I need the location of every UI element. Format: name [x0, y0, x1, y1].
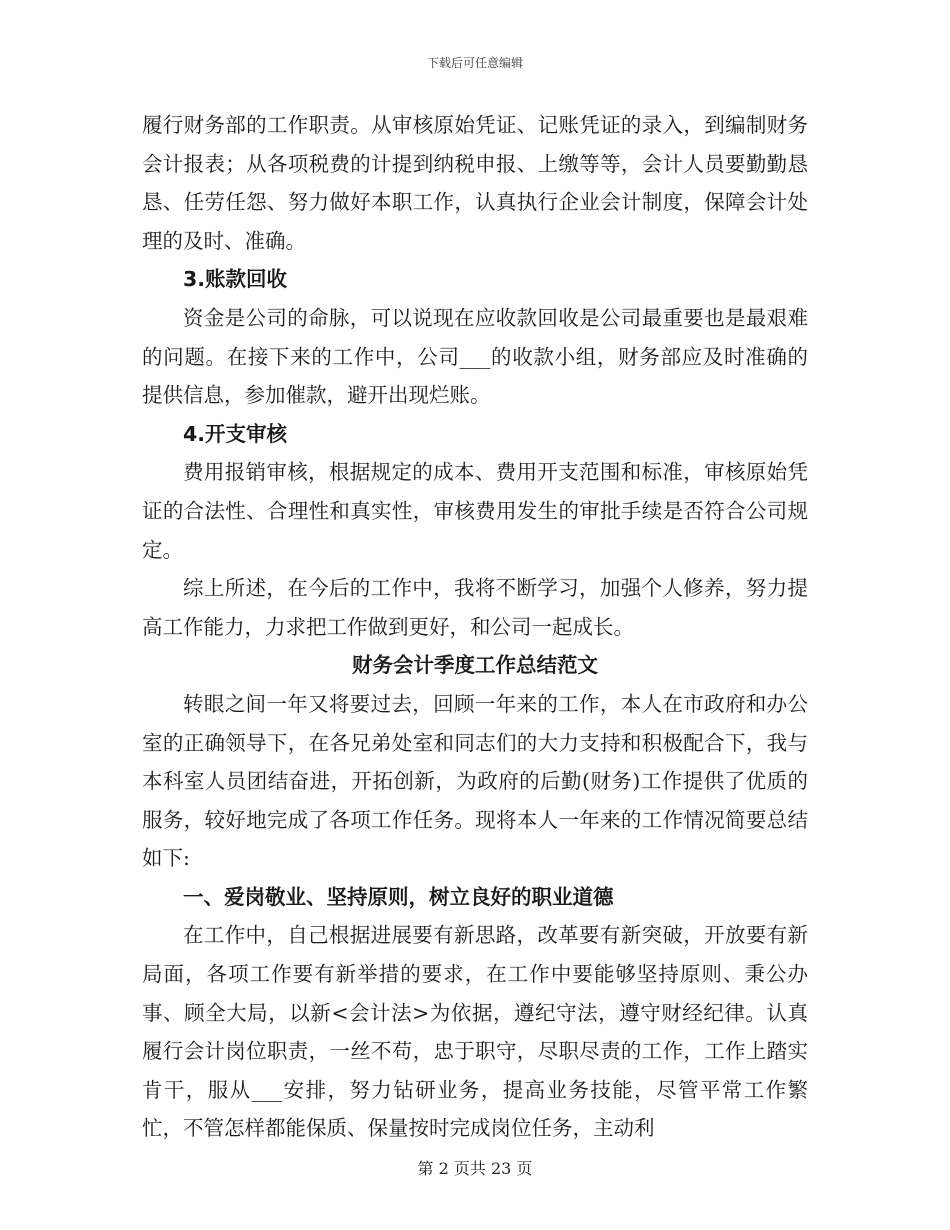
document-body	[142, 106, 808, 1148]
paragraph-summary: 综上所述，在今后的工作中，我将不断学习，加强个人修养，努力提高工作能力，力求把工作做到更好，和公司一起成长。	[142, 576, 808, 639]
page-footer: 第 2 页共 23 页	[417, 1159, 533, 1178]
paragraph-ethics: 在工作中，自己根据进展要有新思路，改革要有新突破，开放要有新局面，各项工作要有新举措的要求，在工作中要能够坚持原则、秉公办事、顾全大局，以新<会计法>为依据，遵纪守法，遵守财经纪律。认真履行会计岗位职责，一丝不苟，忠于职守，尽职尽责的工作，工作上踏实肯干，服从___安排，努力钻研业务，提高业务技能，尽管平常工作繁忙，不管怎样都能保质、保量按时完成岗位任务，主动利	[142, 923, 808, 1141]
paragraph-collection: 资金是公司的命脉，可以说现在应收款回收是公司最重要也是最艰难的问题。在接下来的工作中，公司___的收款小组，财务部应及时准确的提供信息，参加催款，避开出现烂账。	[142, 305, 808, 408]
article-title: 财务会计季度工作总结范文	[352, 653, 598, 678]
paragraph-duties: 履行财务部的工作职责。从审核原始凭证、记账凭证的录入，到编制财务会计报表；从各项税费的计提到纳税申报、上缴等等，会计人员要勤勤恳恳、任劳任怨、努力做好本职工作，认真执行企业会计制度，保障会计处理的及时、准确。	[142, 113, 808, 253]
section-heading-expense-review: 4.开支审核	[183, 421, 288, 446]
section-heading-one: 一、爱岗敬业、坚持原则，树立良好的职业道德	[183, 884, 614, 909]
paragraph-expense-review: 费用报销审核，根据规定的成本、费用开支范围和标准，审核原始凭证的合法性、合理性和真实性，审核费用发生的审批手续是否符合公司规定。	[142, 460, 808, 562]
section-heading-collection: 3.账款回收	[183, 267, 288, 292]
page-header: 下载后可任意编辑	[426, 56, 523, 70]
paragraph-intro: 转眼之间一年又将要过去，回顾一年来的工作，本人在市政府和办公室的正确领导下，在各兄弟处室和同志们的大力支持和积极配合下，我与本科室人员团结奋进，开拓创新，为政府的后勤(财务)工作提供了优质的服务，较好地完成了各项工作任务。现将本人一年来的工作情况简要总结如下:	[142, 691, 808, 871]
